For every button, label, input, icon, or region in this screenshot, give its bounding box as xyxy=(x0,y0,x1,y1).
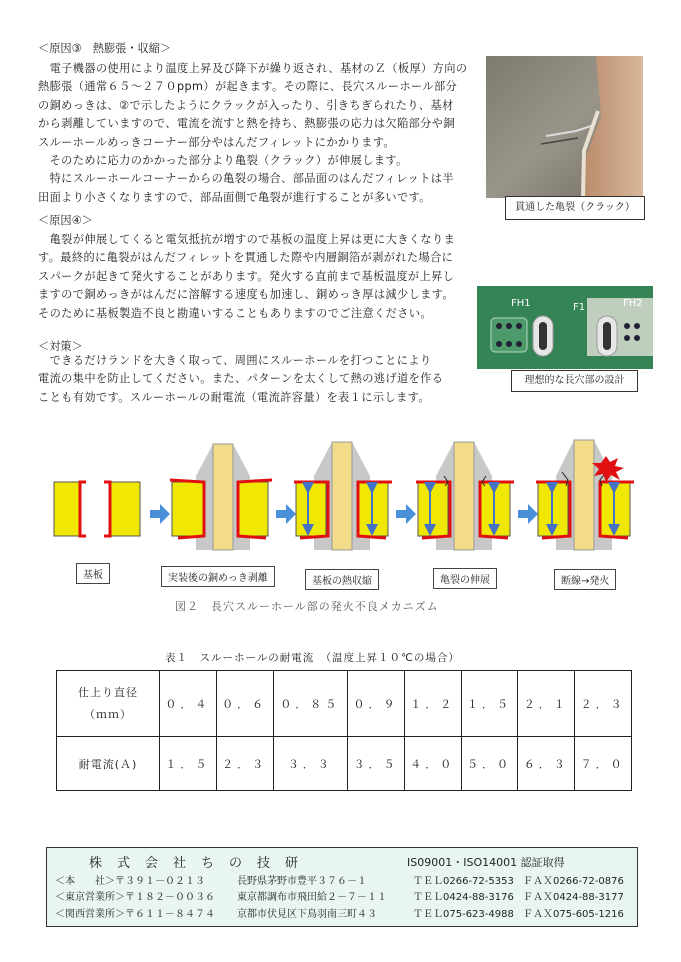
text-line: す。最終的に亀裂がはんだフィレットを貫通した際や内層銅箔が剥がれた場合に xyxy=(38,251,454,265)
crack-photo-caption: 貫通した亀裂（クラック） xyxy=(505,196,645,220)
text-line: 電流の集中を防止してください。また、パターンを太くして熱の逃げ道を作る xyxy=(38,372,444,386)
company-footer xyxy=(46,847,638,927)
arrow-icon xyxy=(518,504,538,524)
current-cell: １．５ xyxy=(160,737,217,791)
office-fax: ＦＡＸ075-605-1216 xyxy=(523,909,624,920)
pcb-photo-caption: 理想的な長穴部の設計 xyxy=(511,370,638,392)
office-label: ＜本 社＞〒３９１－０２１３ xyxy=(55,876,205,887)
company-name: 株 式 会 社 ち の 技 研 xyxy=(89,856,300,871)
table-row xyxy=(57,737,632,791)
stage-substrate xyxy=(54,482,140,536)
measure-body xyxy=(38,352,483,407)
text-line: から剥離していますので、電流を流すと熱を持ち、熱膨張の応力は欠陥部分や銅 xyxy=(38,117,455,131)
cause3-body xyxy=(38,60,483,207)
stage-break-fire xyxy=(536,440,634,550)
text-line: そのために応力のかかった部分より亀裂（クラック）が伸展します。 xyxy=(38,154,408,168)
current-cell: ３．５ xyxy=(348,737,405,791)
arrow-icon xyxy=(276,504,296,524)
stage-crack-growth xyxy=(416,442,514,550)
diameter-cell: ０．９ xyxy=(348,671,405,737)
office-address: 東京都調布市飛田給２－７－１１ xyxy=(237,892,387,903)
office-address: 京都市伏見区下鳥羽南三町４３ xyxy=(237,909,377,920)
table-caption: 表１ スルーホールの耐電流 （温度上昇１０℃の場合） xyxy=(165,652,460,664)
text-line: 特にスルーホールコーナーからの亀裂の場合、部品面のはんだフィレットは半 xyxy=(38,172,454,186)
text-line: ことも有効です。スルーホールの耐電流（電流許容量）を表１に示します。 xyxy=(38,390,430,404)
header-cell: 耐電流(Ａ) xyxy=(57,737,160,791)
iso-badge: IS09001・ISO14001 認証取得 xyxy=(407,856,565,869)
text-line: そのために基板製造不良と勘違いすることもありますのでご注意ください。 xyxy=(38,306,432,320)
office-fax: ＦＡＸ0266-72-0876 xyxy=(523,876,624,887)
text-line: できるだけランドを大きく取って、周囲にスルーホールを打つことにより xyxy=(38,354,432,367)
cause4-heading: ＜原因④＞ xyxy=(38,214,93,227)
text-line: ますので銅めっきがはんだに溶解する速度も加速し、銅めっき厚は減少します。 xyxy=(38,288,455,302)
text-line: の銅めっきは、②で示したようにクラックが入ったり、引きちぎられたり、基材 xyxy=(38,98,454,112)
label-break-fire: 断線→発火 xyxy=(554,569,616,590)
diameter-cell: １．５ xyxy=(461,671,518,737)
diameter-cell: １．２ xyxy=(404,671,461,737)
diameter-cell: ０．４ xyxy=(160,671,217,737)
text-line: 熱膨張（通常６５～２７０ppm）が起きます。その際に、長穴スルーホール部分 xyxy=(38,80,458,94)
office-fax: ＦＡＸ0424-88-3177 xyxy=(523,892,624,903)
figure-caption: 図２ 長穴スルーホール部の発火不良メカニズム xyxy=(175,600,439,613)
measure-heading: ＜対策＞ xyxy=(38,340,83,353)
office-address: 長野県茅野市豊平３７６－１ xyxy=(237,876,367,887)
office-label: ＜関西営業所＞〒６１１－８４７４ xyxy=(55,909,215,920)
current-cell: ３．３ xyxy=(273,737,348,791)
diameter-cell: ０．８５ xyxy=(273,671,348,737)
label-thermal-contraction: 基板の熱収縮 xyxy=(305,569,379,590)
current-capacity-table xyxy=(56,670,632,791)
cause3-heading: ＜原因③ 熱膨張・収縮＞ xyxy=(38,42,172,55)
current-cell: ６．３ xyxy=(518,737,575,791)
pcb-label-f1: F1 xyxy=(573,302,586,313)
crack-photo xyxy=(486,56,643,198)
header-cell: 仕上り直径 （ｍｍ） xyxy=(57,671,160,737)
text-line: 田面より小さくなりますので、部品面側で亀裂が進行することが多いです。 xyxy=(38,190,431,204)
cause4-body xyxy=(38,231,483,323)
diameter-cell: ２．１ xyxy=(518,671,575,737)
office-tel: ＴＥＬ075-623-4988 xyxy=(413,909,514,920)
office-tel: ＴＥＬ0266-72-5353 xyxy=(413,876,514,887)
stage-thermal-contraction xyxy=(294,442,392,550)
fire-mechanism-diagram xyxy=(40,436,640,556)
arrow-icon xyxy=(396,504,416,524)
text-line: 電子機器の使用により温度上昇及び降下が繰り返され、基材のＺ（板厚）方向の xyxy=(38,62,468,75)
office-label: ＜東京営業所＞〒１８２－００３６ xyxy=(55,892,215,903)
text-line: 亀裂が伸展してくると電気抵抗が増すので基板の温度上昇は更に大きくなりま xyxy=(38,233,456,246)
arrow-icon xyxy=(150,504,170,524)
stage-plating-peel xyxy=(170,444,272,550)
diameter-cell: ０．６ xyxy=(216,671,273,737)
text-line: スパークが起きて発火することがあります。発火する直前まで基板温度が上昇し xyxy=(38,269,455,283)
pcb-design-photo xyxy=(477,286,653,369)
text-line: スルーホールめっきコーナー部分やはんだフィレットにかかります。 xyxy=(38,135,395,149)
label-substrate: 基板 xyxy=(76,563,110,584)
label-crack-growth: 亀裂の伸展 xyxy=(433,568,497,589)
current-cell: ２．３ xyxy=(216,737,273,791)
current-cell: ５．０ xyxy=(461,737,518,791)
current-cell: ４．０ xyxy=(404,737,461,791)
pcb-label-fh1: FH1 xyxy=(511,298,531,309)
office-tel: ＴＥＬ0424-88-3176 xyxy=(413,892,514,903)
table-row xyxy=(57,671,632,737)
label-plating-peel: 実装後の銅めっき剥離 xyxy=(161,566,275,587)
current-cell: ７．０ xyxy=(575,737,632,791)
diameter-cell: ２．３ xyxy=(575,671,632,737)
pcb-label-fh2: FH2 xyxy=(623,298,643,309)
